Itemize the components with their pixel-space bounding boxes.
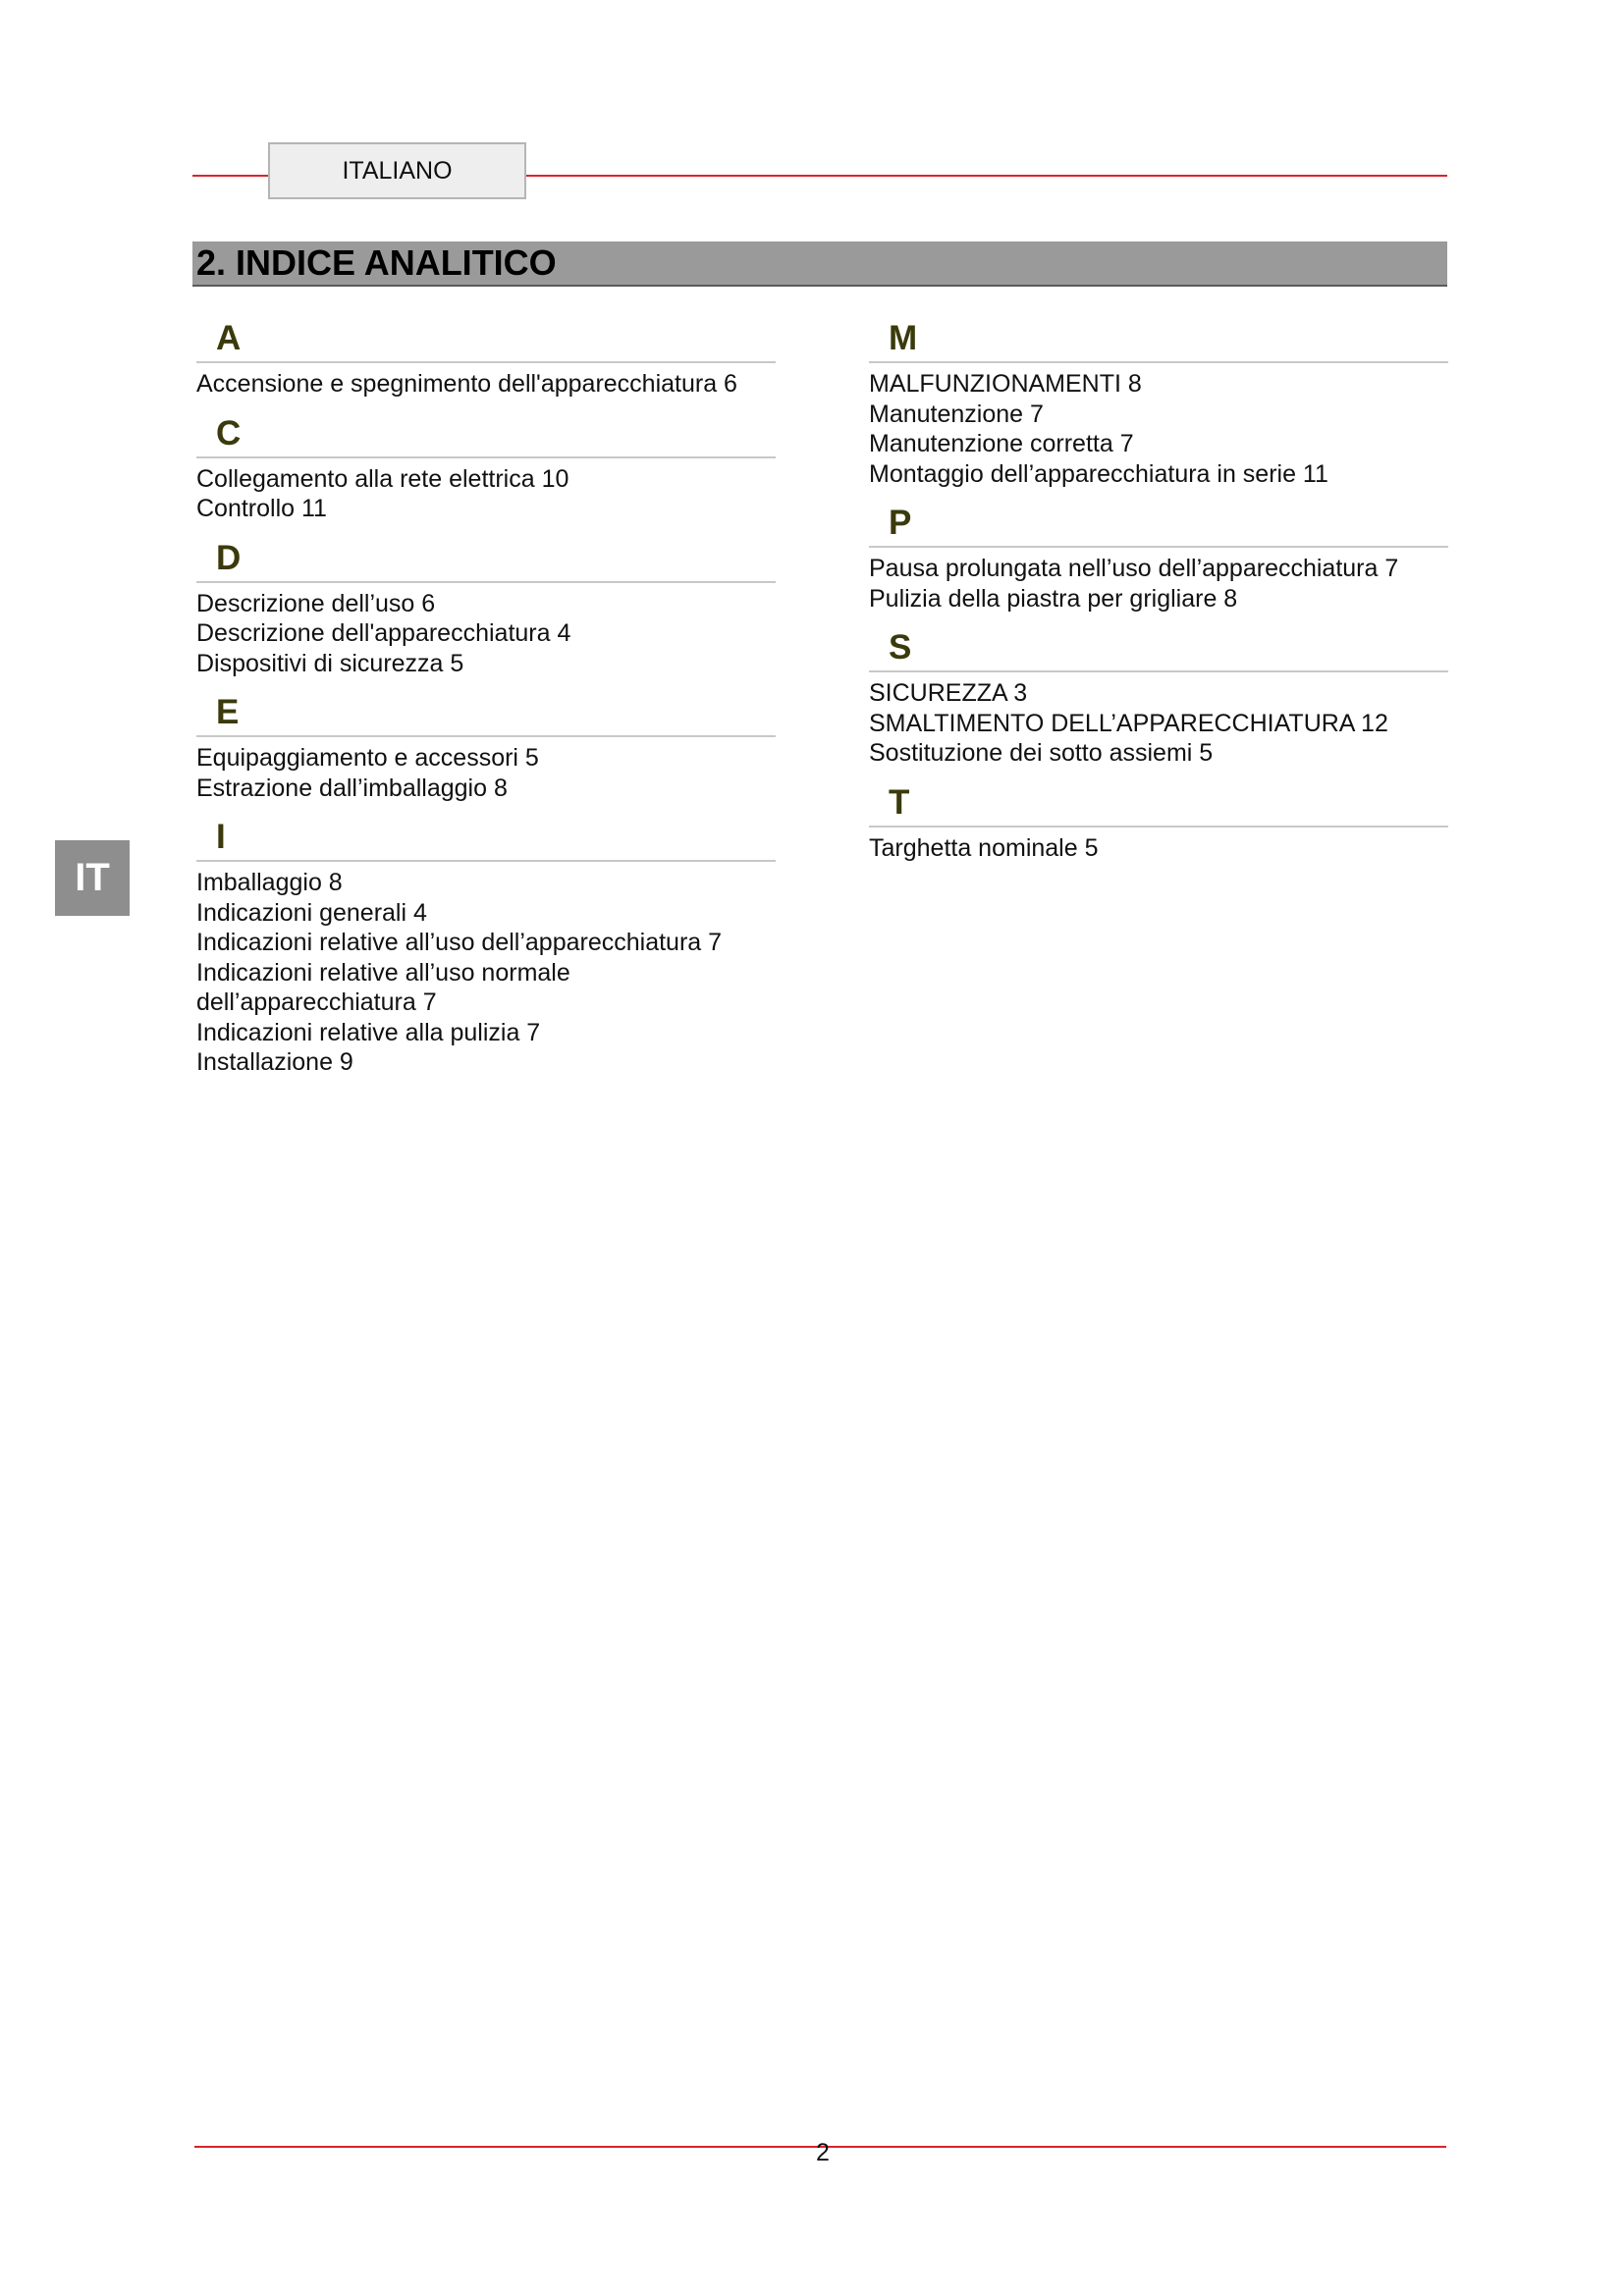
index-letter: I [196, 815, 776, 862]
section-title: 2. INDICE ANALITICO [192, 241, 1447, 287]
index-group-a [196, 316, 776, 400]
index-entry: Indicazioni relative alla pulizia 7 [196, 1018, 541, 1046]
index-entry: Pausa prolungata nell’uso dell’apparecchiatura 7 [869, 555, 1399, 582]
index-entry: MALFUNZIONAMENTI 8 [869, 370, 1142, 398]
index-entry: Installazione 9 [196, 1048, 353, 1076]
index-entry: Descrizione dell’uso 6 [196, 589, 436, 617]
index-entry: Indicazioni generali 4 [196, 898, 427, 927]
index-entry: Controllo 11 [196, 495, 327, 522]
index-entry: Indicazioni relative all’uso dell’apparecchiatura 7 [196, 929, 723, 956]
index-entry: Equipaggiamento e accessori 5 [196, 744, 539, 772]
index-entry: Montaggio dell’apparecchiatura in serie 11 [869, 459, 1328, 488]
index-entry: Accensione e spegnimento dell'apparecchiatura 6 [196, 370, 737, 398]
index-letter: C [196, 411, 776, 458]
index-entry: Descrizione dell'apparecchiatura 4 [196, 619, 571, 647]
index-entry: Manutenzione 7 [869, 400, 1044, 428]
index-entry: SICUREZZA 3 [869, 679, 1028, 707]
index-letter: E [196, 690, 776, 737]
index-group-t [869, 780, 1448, 864]
index-group-c [196, 411, 776, 524]
index-entry: Imballaggio 8 [196, 869, 343, 896]
language-side-tab: IT [55, 840, 130, 916]
index-letter: A [196, 316, 776, 363]
index-entry: Dispositivi di sicurezza 5 [196, 649, 464, 677]
index-letter: M [869, 316, 1448, 363]
index-group-p [869, 501, 1448, 614]
index-entry: Indicazioni relative all’uso normale dell’apparecchiatura 7 [196, 958, 570, 1016]
index-left-column [196, 316, 776, 1090]
index-entry: SMALTIMENTO DELL’APPARECCHIATURA 12 [869, 709, 1388, 737]
index-entry: Sostituzione dei sotto assiemi 5 [869, 739, 1214, 767]
page-number: 2 [816, 2139, 830, 2166]
index-letter: P [869, 501, 1448, 548]
index-group-d [196, 536, 776, 679]
index-group-e [196, 690, 776, 803]
index-letter: T [869, 780, 1448, 828]
index-entry: Targhetta nominale 5 [869, 833, 1099, 862]
index-group-s [869, 625, 1448, 769]
index-letter: D [196, 536, 776, 583]
index-entry: Collegamento alla rete elettrica 10 [196, 464, 569, 493]
index-letter: S [869, 625, 1448, 672]
index-entry: Pulizia della piastra per grigliare 8 [869, 584, 1238, 613]
index-entry: Manutenzione corretta 7 [869, 430, 1134, 457]
language-tab: ITALIANO [268, 142, 526, 199]
index-group-i [196, 815, 776, 1078]
index-entry: Estrazione dall’imballaggio 8 [196, 774, 508, 802]
index-group-m [869, 316, 1448, 489]
index-right-column [869, 316, 1448, 875]
